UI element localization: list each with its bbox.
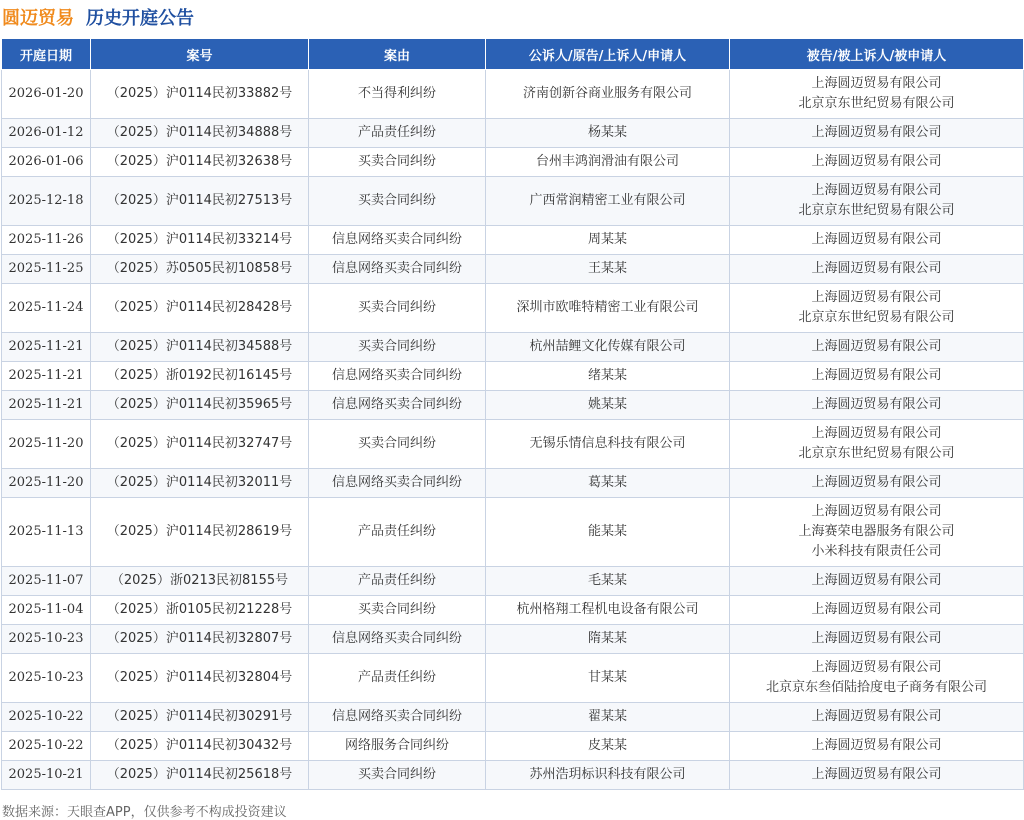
defendant-name: 上海圆迈贸易有限公司 xyxy=(811,709,942,724)
cell-case-no: （2025）沪0114民初35965号 xyxy=(91,391,309,420)
table-row xyxy=(2,362,1024,391)
cell-plaintiff: 杭州喆鲤文化传媒有限公司 xyxy=(486,333,730,362)
cell-plaintiff: 杨某某 xyxy=(486,119,730,148)
cell-defendants xyxy=(730,148,1024,177)
defendant-name: 上海圆迈贸易有限公司 xyxy=(811,631,942,646)
table-row xyxy=(2,148,1024,177)
column-header-defendant: 被告/被上诉人/被申请人 xyxy=(730,39,1024,70)
cell-defendants xyxy=(730,226,1024,255)
cell-defendants xyxy=(730,70,1024,119)
cell-date: 2025-11-21 xyxy=(2,333,91,362)
column-header-date: 开庭日期 xyxy=(2,39,91,70)
cell-plaintiff: 台州丰鸿润滑油有限公司 xyxy=(486,148,730,177)
table-row xyxy=(2,177,1024,226)
cell-date: 2026-01-12 xyxy=(2,119,91,148)
defendant-name: 上海圆迈贸易有限公司 xyxy=(811,426,942,441)
defendant-name: 上海圆迈贸易有限公司 xyxy=(811,261,942,276)
cell-cause: 买卖合同纠纷 xyxy=(309,177,486,226)
column-header-cause: 案由 xyxy=(309,39,486,70)
cell-date: 2025-10-22 xyxy=(2,703,91,732)
cell-cause: 产品责任纠纷 xyxy=(309,119,486,148)
table-row xyxy=(2,732,1024,761)
defendant-name: 上海圆迈贸易有限公司 xyxy=(811,339,942,354)
cell-date: 2026-01-06 xyxy=(2,148,91,177)
cell-plaintiff: 毛某某 xyxy=(486,567,730,596)
table-row xyxy=(2,255,1024,284)
cell-cause: 产品责任纠纷 xyxy=(309,498,486,567)
cell-defendants xyxy=(730,177,1024,226)
cell-plaintiff: 姚某某 xyxy=(486,391,730,420)
cell-cause: 信息网络买卖合同纠纷 xyxy=(309,391,486,420)
hearing-table xyxy=(1,38,1024,790)
cell-date: 2026-01-20 xyxy=(2,70,91,119)
cell-case-no: （2025）沪0114民初32807号 xyxy=(91,625,309,654)
cell-case-no: （2025）沪0114民初27513号 xyxy=(91,177,309,226)
cell-case-no: （2025）沪0114民初25618号 xyxy=(91,761,309,790)
table-row xyxy=(2,761,1024,790)
cell-date: 2025-11-13 xyxy=(2,498,91,567)
defendant-name: 北京京东世纪贸易有限公司 xyxy=(798,96,955,111)
cell-plaintiff: 隋某某 xyxy=(486,625,730,654)
cell-defendants xyxy=(730,420,1024,469)
company-name: 圆迈贸易 xyxy=(2,8,74,29)
page-title: 历史开庭公告 xyxy=(86,8,194,29)
cell-date: 2025-11-21 xyxy=(2,391,91,420)
cell-defendants xyxy=(730,498,1024,567)
cell-case-no: （2025）浙0192民初16145号 xyxy=(91,362,309,391)
defendant-name: 上海圆迈贸易有限公司 xyxy=(811,767,942,782)
cell-case-no: （2025）沪0114民初33214号 xyxy=(91,226,309,255)
cell-case-no: （2025）沪0114民初32011号 xyxy=(91,469,309,498)
defendant-name: 上海圆迈贸易有限公司 xyxy=(811,125,942,140)
cell-plaintiff: 杭州格翔工程机电设备有限公司 xyxy=(486,596,730,625)
cell-cause: 买卖合同纠纷 xyxy=(309,284,486,333)
cell-date: 2025-10-22 xyxy=(2,732,91,761)
defendant-name: 上海圆迈贸易有限公司 xyxy=(811,183,942,198)
cell-date: 2025-11-26 xyxy=(2,226,91,255)
cell-cause: 信息网络买卖合同纠纷 xyxy=(309,255,486,284)
cell-defendants xyxy=(730,703,1024,732)
column-header-case-no: 案号 xyxy=(91,39,309,70)
cell-plaintiff: 甘某某 xyxy=(486,654,730,703)
table-row xyxy=(2,498,1024,567)
defendant-name: 北京京东世纪贸易有限公司 xyxy=(798,446,955,461)
defendant-name: 北京京东世纪贸易有限公司 xyxy=(798,310,955,325)
cell-cause: 买卖合同纠纷 xyxy=(309,761,486,790)
cell-cause: 信息网络买卖合同纠纷 xyxy=(309,226,486,255)
defendant-name: 上海圆迈贸易有限公司 xyxy=(811,76,942,91)
cell-cause: 产品责任纠纷 xyxy=(309,567,486,596)
cell-case-no: （2025）沪0114民初32747号 xyxy=(91,420,309,469)
page-header xyxy=(0,0,1024,34)
cell-defendants xyxy=(730,654,1024,703)
column-header-plaintiff: 公诉人/原告/上诉人/申请人 xyxy=(486,39,730,70)
cell-plaintiff: 济南创新谷商业服务有限公司 xyxy=(486,70,730,119)
cell-plaintiff: 深圳市欧唯特精密工业有限公司 xyxy=(486,284,730,333)
cell-plaintiff: 翟某某 xyxy=(486,703,730,732)
table-row xyxy=(2,654,1024,703)
cell-date: 2025-11-04 xyxy=(2,596,91,625)
cell-plaintiff: 绪某某 xyxy=(486,362,730,391)
cell-cause: 信息网络买卖合同纠纷 xyxy=(309,362,486,391)
table-body xyxy=(2,70,1024,790)
cell-case-no: （2025）沪0114民初28619号 xyxy=(91,498,309,567)
cell-defendants xyxy=(730,255,1024,284)
cell-plaintiff: 苏州浩玥标识科技有限公司 xyxy=(486,761,730,790)
table-row xyxy=(2,333,1024,362)
defendant-name: 上海圆迈贸易有限公司 xyxy=(811,504,942,519)
defendant-name: 北京京东世纪贸易有限公司 xyxy=(798,203,955,218)
table-row xyxy=(2,596,1024,625)
table-row xyxy=(2,70,1024,119)
defendant-name: 上海圆迈贸易有限公司 xyxy=(811,397,942,412)
cell-case-no: （2025）沪0114民初28428号 xyxy=(91,284,309,333)
cell-date: 2025-11-25 xyxy=(2,255,91,284)
cell-case-no: （2025）苏0505民初10858号 xyxy=(91,255,309,284)
defendant-name: 上海圆迈贸易有限公司 xyxy=(811,290,942,305)
cell-defendants xyxy=(730,567,1024,596)
defendant-name: 上海赛荣电器服务有限公司 xyxy=(798,524,955,539)
cell-date: 2025-10-23 xyxy=(2,654,91,703)
cell-cause: 买卖合同纠纷 xyxy=(309,596,486,625)
cell-defendants xyxy=(730,732,1024,761)
cell-date: 2025-10-23 xyxy=(2,625,91,654)
defendant-name: 上海圆迈贸易有限公司 xyxy=(811,232,942,247)
table-row xyxy=(2,703,1024,732)
cell-plaintiff: 广西常润精密工业有限公司 xyxy=(486,177,730,226)
cell-defendants xyxy=(730,119,1024,148)
cell-case-no: （2025）浙0213民初8155号 xyxy=(91,567,309,596)
cell-cause: 不当得利纠纷 xyxy=(309,70,486,119)
cell-defendants xyxy=(730,625,1024,654)
cell-date: 2025-11-20 xyxy=(2,420,91,469)
cell-date: 2025-12-18 xyxy=(2,177,91,226)
table-row xyxy=(2,567,1024,596)
cell-date: 2025-11-07 xyxy=(2,567,91,596)
cell-case-no: （2025）沪0114民初30432号 xyxy=(91,732,309,761)
defendant-name: 上海圆迈贸易有限公司 xyxy=(811,368,942,383)
table-row xyxy=(2,119,1024,148)
cell-defendants xyxy=(730,284,1024,333)
cell-defendants xyxy=(730,362,1024,391)
cell-date: 2025-11-20 xyxy=(2,469,91,498)
table-row xyxy=(2,226,1024,255)
cell-cause: 买卖合同纠纷 xyxy=(309,148,486,177)
cell-defendants xyxy=(730,596,1024,625)
defendant-name: 上海圆迈贸易有限公司 xyxy=(811,475,942,490)
cell-case-no: （2025）沪0114民初34888号 xyxy=(91,119,309,148)
cell-plaintiff: 无锡乐情信息科技有限公司 xyxy=(486,420,730,469)
cell-defendants xyxy=(730,761,1024,790)
cell-cause: 信息网络买卖合同纠纷 xyxy=(309,703,486,732)
cell-cause: 买卖合同纠纷 xyxy=(309,333,486,362)
cell-cause: 信息网络买卖合同纠纷 xyxy=(309,625,486,654)
cell-defendants xyxy=(730,469,1024,498)
cell-case-no: （2025）浙0105民初21228号 xyxy=(91,596,309,625)
defendant-name: 上海圆迈贸易有限公司 xyxy=(811,660,942,675)
cell-case-no: （2025）沪0114民初33882号 xyxy=(91,70,309,119)
cell-date: 2025-10-21 xyxy=(2,761,91,790)
table-row xyxy=(2,469,1024,498)
cell-plaintiff: 周某某 xyxy=(486,226,730,255)
cell-cause: 网络服务合同纠纷 xyxy=(309,732,486,761)
cell-case-no: （2025）沪0114民初32638号 xyxy=(91,148,309,177)
cell-defendants xyxy=(730,391,1024,420)
defendant-name: 上海圆迈贸易有限公司 xyxy=(811,602,942,617)
cell-plaintiff: 能某某 xyxy=(486,498,730,567)
cell-case-no: （2025）沪0114民初30291号 xyxy=(91,703,309,732)
table-header-row xyxy=(2,39,1024,70)
data-source-note: 数据来源：天眼查APP，仅供参考不构成投资建议 xyxy=(2,805,287,820)
cell-cause: 产品责任纠纷 xyxy=(309,654,486,703)
cell-defendants xyxy=(730,333,1024,362)
defendant-name: 上海圆迈贸易有限公司 xyxy=(811,154,942,169)
cell-cause: 信息网络买卖合同纠纷 xyxy=(309,469,486,498)
cell-date: 2025-11-21 xyxy=(2,362,91,391)
defendant-name: 上海圆迈贸易有限公司 xyxy=(811,573,942,588)
defendant-name: 小米科技有限责任公司 xyxy=(811,544,942,559)
table-row xyxy=(2,420,1024,469)
table-row xyxy=(2,284,1024,333)
table-row xyxy=(2,625,1024,654)
cell-date: 2025-11-24 xyxy=(2,284,91,333)
cell-cause: 买卖合同纠纷 xyxy=(309,420,486,469)
cell-plaintiff: 王某某 xyxy=(486,255,730,284)
defendant-name: 北京京东叁佰陆拾度电子商务有限公司 xyxy=(765,680,987,695)
cell-case-no: （2025）沪0114民初32804号 xyxy=(91,654,309,703)
table-row xyxy=(2,391,1024,420)
cell-case-no: （2025）沪0114民初34588号 xyxy=(91,333,309,362)
cell-plaintiff: 葛某某 xyxy=(486,469,730,498)
cell-plaintiff: 皮某某 xyxy=(486,732,730,761)
defendant-name: 上海圆迈贸易有限公司 xyxy=(811,738,942,753)
